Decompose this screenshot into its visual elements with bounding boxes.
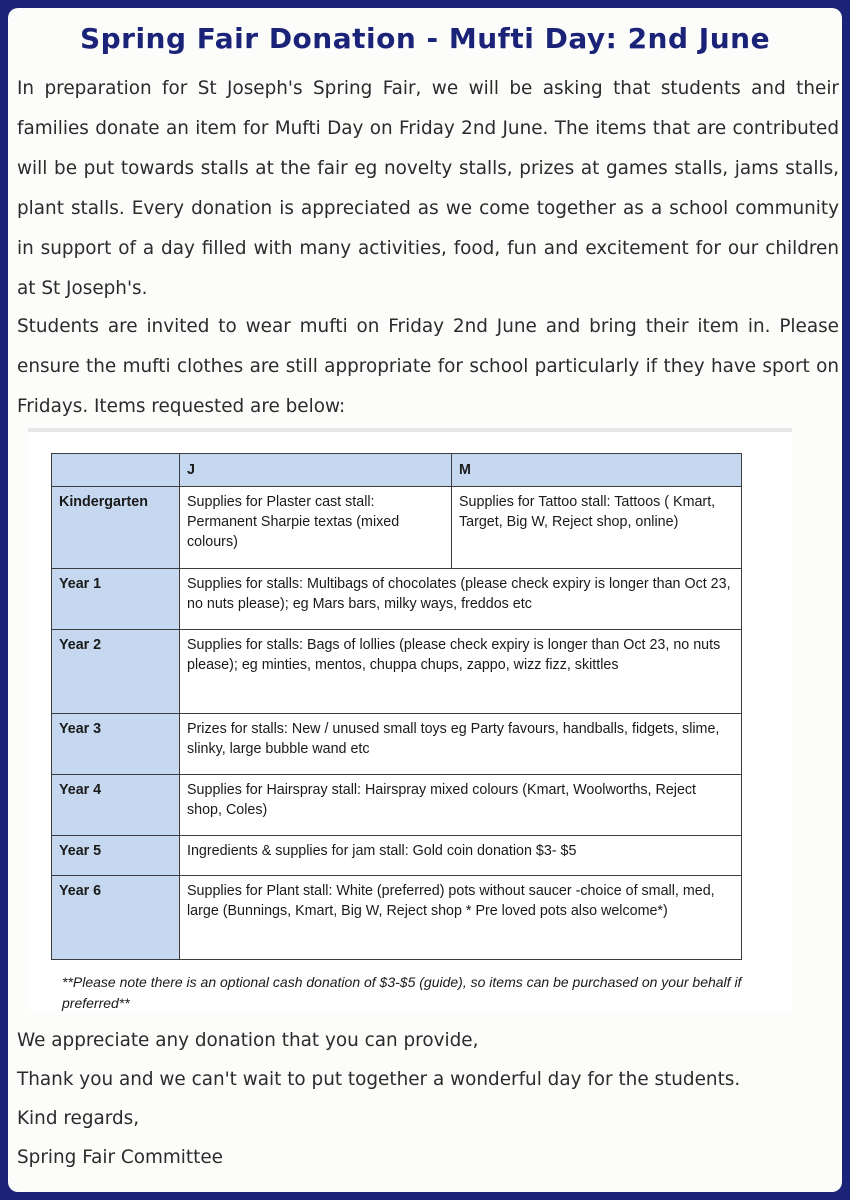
year-1-items: Supplies for stalls: Multibags of chocolates (please check expiry is longer than Oct 23, no nuts please); eg Mars bars, milky ways, freddos etc: [180, 569, 742, 630]
signature-line: Spring Fair Committee: [17, 1147, 223, 1168]
kindergarten-j-items: Supplies for Plaster cast stall: Permanent Sharpie textas (mixed colours): [180, 487, 452, 569]
year-6-items: Supplies for Plant stall: White (preferred) pots without saucer -choice of small, med, large (Bunnings, Kmart, Big W, Reject shop * Pre loved pots also welcome*): [180, 876, 742, 960]
grade-label: Year 2: [52, 630, 180, 714]
closing-line: Kind regards,: [17, 1108, 140, 1129]
header-cell-m: M: [452, 454, 742, 487]
table-row-year-1: [52, 569, 742, 630]
mufti-paragraph: Students are invited to wear mufti on Friday 2nd June and bring their item in. Please ensure the mufti clothes are still appropriate for school particularly if they have sport on Fridays. Items requested are below:: [17, 316, 839, 417]
year-4-items: Supplies for Hairspray stall: Hairspray mixed colours (Kmart, Woolworths, Reject shop, Coles): [180, 775, 742, 836]
table-row-year-5: [52, 836, 742, 876]
grade-label: Year 1: [52, 569, 180, 630]
table-row-year-2: [52, 630, 742, 714]
grade-label: Kindergarten: [52, 487, 180, 569]
table-row-year-6: [52, 876, 742, 960]
grade-label: Year 3: [52, 714, 180, 775]
header-cell-j: J: [180, 454, 452, 487]
kindergarten-m-items: Supplies for Tattoo stall: Tattoos ( Kmart, Target, Big W, Reject shop, online): [452, 487, 742, 569]
intro-paragraph: In preparation for St Joseph's Spring Fair, we will be asking that students and their families donate an item for Mufti Day on Friday 2nd June. The items that are contributed will be put towards stalls at the fair eg novelty stalls, prizes at games stalls, jams stalls, plant stalls. Every donation is appreciated as we come together as a school community in support of a day filled with many activities, food, fun and excitement for our children at St Joseph's.: [17, 78, 839, 299]
table-row-kindergarten: [52, 487, 742, 569]
grade-label: Year 5: [52, 836, 180, 876]
closing-lines: [17, 1021, 839, 1177]
year-3-items: Prizes for stalls: New / unused small toys eg Party favours, handballs, fidgets, slime, slinky, large bubble wand etc: [180, 714, 742, 775]
grade-label: Year 4: [52, 775, 180, 836]
closing-line: We appreciate any donation that you can provide,: [17, 1030, 479, 1051]
header-cell-blank: [52, 454, 180, 487]
year-5-items: Ingredients & supplies for jam stall: Gold coin donation $3- $5: [180, 836, 742, 876]
cash-donation-note: **Please note there is an optional cash donation of $3-$5 (guide), so items can be purchased on your behalf if preferred**: [62, 974, 742, 1011]
table-row-year-3: [52, 714, 742, 775]
closing-line: Thank you and we can't wait to put together a wonderful day for the students.: [17, 1069, 741, 1090]
year-2-items: Supplies for stalls: Bags of lollies (please check expiry is longer than Oct 23, no nuts please); eg minties, mentos, chuppa chups, zappo, wizz fizz, skittles: [180, 630, 742, 714]
items-requested-table: [51, 453, 742, 960]
table-row-year-4: [52, 775, 742, 836]
newsletter-page: [8, 8, 842, 1192]
page-title: Spring Fair Donation - Mufti Day: 2nd June: [79, 22, 771, 55]
grade-label: Year 6: [52, 876, 180, 960]
items-table-panel: [28, 428, 792, 1010]
table-header-row: [52, 454, 742, 487]
